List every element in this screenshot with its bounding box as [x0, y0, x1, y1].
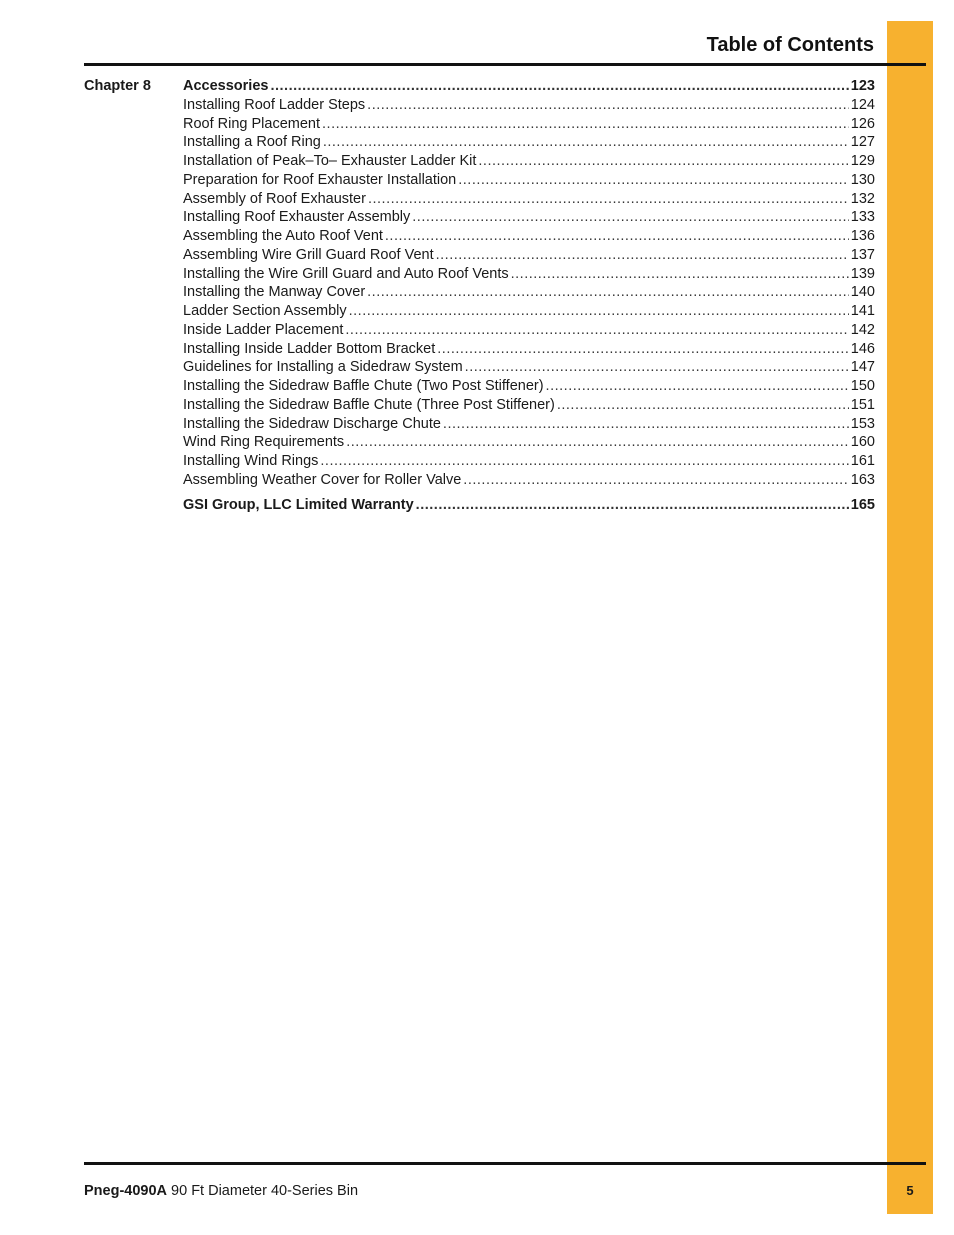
- chapter-label: Chapter 8: [84, 78, 151, 94]
- toc-entry-leader: [436, 246, 849, 265]
- toc-entry-page: 142: [850, 321, 875, 338]
- toc-entry[interactable]: [183, 227, 875, 246]
- toc-entry[interactable]: [183, 152, 875, 171]
- toc-entry[interactable]: [183, 452, 875, 471]
- toc-entry-page: 126: [850, 115, 875, 132]
- toc-entry-title: Installing the Wire Grill Guard and Auto Roof Vents: [183, 265, 509, 282]
- toc-entry-leader: [368, 190, 849, 209]
- toc-entry[interactable]: [183, 171, 875, 190]
- toc-entry-title: Inside Ladder Placement: [183, 321, 344, 338]
- toc-entry-page: 133: [850, 209, 875, 226]
- toc-entry-page: 165: [850, 496, 875, 513]
- toc-entry-leader: [367, 283, 849, 302]
- toc-entry-leader: [416, 496, 849, 515]
- toc-entry-leader: [322, 115, 849, 134]
- footer-doc-title: 90 Ft Diameter 40-Series Bin: [171, 1183, 359, 1199]
- toc-entry-leader: [463, 471, 849, 490]
- footer-doc-info: [84, 1183, 358, 1199]
- toc-entry-title: Installation of Peak–To– Exhauster Ladder Kit: [183, 153, 477, 169]
- toc-entry-title: Installing a Roof Ring: [183, 134, 321, 151]
- toc-entry-page: 124: [850, 96, 875, 113]
- toc-entry-page: 160: [850, 434, 875, 451]
- toc-entry[interactable]: [183, 433, 875, 452]
- toc-entry[interactable]: [183, 133, 875, 152]
- toc-entry-title: Accessories: [183, 78, 269, 94]
- toc-entry[interactable]: [183, 396, 875, 415]
- toc-entry-title: Installing Roof Ladder Steps: [183, 96, 366, 113]
- toc-entry-leader: [437, 340, 849, 359]
- toc-entry[interactable]: [183, 246, 875, 265]
- toc-entry-leader: [478, 152, 848, 171]
- footer-doc-id: Pneg-4090A: [84, 1183, 168, 1199]
- toc-entry-leader: [465, 358, 849, 377]
- toc-entry-leader: [511, 265, 849, 284]
- toc-entry[interactable]: [183, 77, 875, 96]
- toc-list: [183, 77, 875, 514]
- toc-entry-page: 130: [850, 171, 875, 188]
- toc-entry-leader: [345, 321, 848, 340]
- toc-entry-page: 136: [850, 228, 875, 244]
- toc-entry-page: 137: [850, 246, 875, 263]
- toc-entry-page: 129: [850, 153, 875, 169]
- toc-entry-leader: [323, 133, 849, 152]
- toc-entry-title: Installing the Sidedraw Baffle Chute (Three Post Stiffener): [183, 396, 555, 413]
- toc-entry[interactable]: [183, 496, 875, 515]
- toc-entry-title: Assembling Weather Cover for Roller Valve: [183, 471, 462, 488]
- toc-entry-title: Installing the Sidedraw Baffle Chute (Two Post Stiffener): [183, 378, 544, 394]
- toc-entry-title: GSI Group, LLC Limited Warranty: [183, 496, 414, 513]
- toc-entry-leader: [320, 452, 848, 471]
- toc-entry-title: Installing Inside Ladder Bottom Bracket: [183, 340, 436, 357]
- toc-entry[interactable]: [183, 471, 875, 490]
- toc-entry-title: Assembly of Roof Exhauster: [183, 190, 366, 207]
- page-title: Table of Contents: [706, 34, 874, 56]
- toc-entry[interactable]: [183, 96, 875, 115]
- toc-entry[interactable]: [183, 377, 875, 396]
- toc-entry-page: 151: [850, 396, 875, 413]
- toc-entry[interactable]: [183, 415, 875, 434]
- toc-entry-leader: [385, 227, 849, 246]
- toc-entry-leader: [557, 396, 849, 415]
- toc-entry-title: Roof Ring Placement: [183, 115, 321, 132]
- toc-entry-page: 123: [850, 78, 875, 94]
- toc-entry-title: Installing the Sidedraw Discharge Chute: [183, 415, 441, 432]
- toc-entry-title: Installing Wind Rings: [183, 453, 319, 469]
- toc-entry-page: 127: [850, 134, 875, 151]
- toc-entry-title: Wind Ring Requirements: [183, 434, 345, 451]
- header-rule: [84, 63, 926, 66]
- toc-entry-leader: [546, 377, 849, 396]
- toc-entry[interactable]: [183, 265, 875, 284]
- toc-entry-page: 147: [850, 359, 875, 376]
- toc-entry-page: 163: [850, 471, 875, 488]
- toc-entry-leader: [349, 302, 849, 321]
- toc-entry-page: 161: [850, 453, 875, 469]
- toc-entry-title: Assembling Wire Grill Guard Roof Vent: [183, 246, 434, 263]
- toc-entry-page: 146: [850, 340, 875, 357]
- footer-rule: [84, 1162, 926, 1165]
- toc-entry[interactable]: [183, 283, 875, 302]
- toc-entry-page: 132: [850, 190, 875, 207]
- toc-entry-page: 140: [850, 284, 875, 301]
- toc-entry[interactable]: [183, 358, 875, 377]
- toc-entry[interactable]: [183, 208, 875, 227]
- toc-entry[interactable]: [183, 115, 875, 134]
- toc-entry-title: Assembling the Auto Roof Vent: [183, 228, 383, 244]
- toc-entry-title: Installing Roof Exhauster Assembly: [183, 209, 411, 226]
- toc-entry-leader: [367, 96, 849, 115]
- toc-entry[interactable]: [183, 340, 875, 359]
- toc-entry-leader: [458, 171, 849, 190]
- toc-entry-title: Preparation for Roof Exhauster Installation: [183, 171, 457, 188]
- toc-entry-page: 153: [850, 415, 875, 432]
- toc-entry-page: 139: [850, 265, 875, 282]
- toc-entry[interactable]: [183, 302, 875, 321]
- footer-page-number: 5: [906, 1183, 914, 1198]
- toc-entry-leader: [270, 77, 848, 96]
- side-tab: [887, 21, 933, 1214]
- toc-entry-leader: [346, 433, 849, 452]
- toc-entry-leader: [443, 415, 849, 434]
- toc-entry[interactable]: [183, 321, 875, 340]
- toc-entry[interactable]: [183, 190, 875, 209]
- toc-entry-title: Guidelines for Installing a Sidedraw System: [183, 359, 463, 376]
- toc-entry-page: 150: [850, 378, 875, 394]
- toc-entry-title: Installing the Manway Cover: [183, 284, 366, 301]
- toc-entry-leader: [412, 208, 849, 227]
- toc-entry-title: Ladder Section Assembly: [183, 303, 347, 319]
- toc-entry-page: 141: [850, 303, 875, 319]
